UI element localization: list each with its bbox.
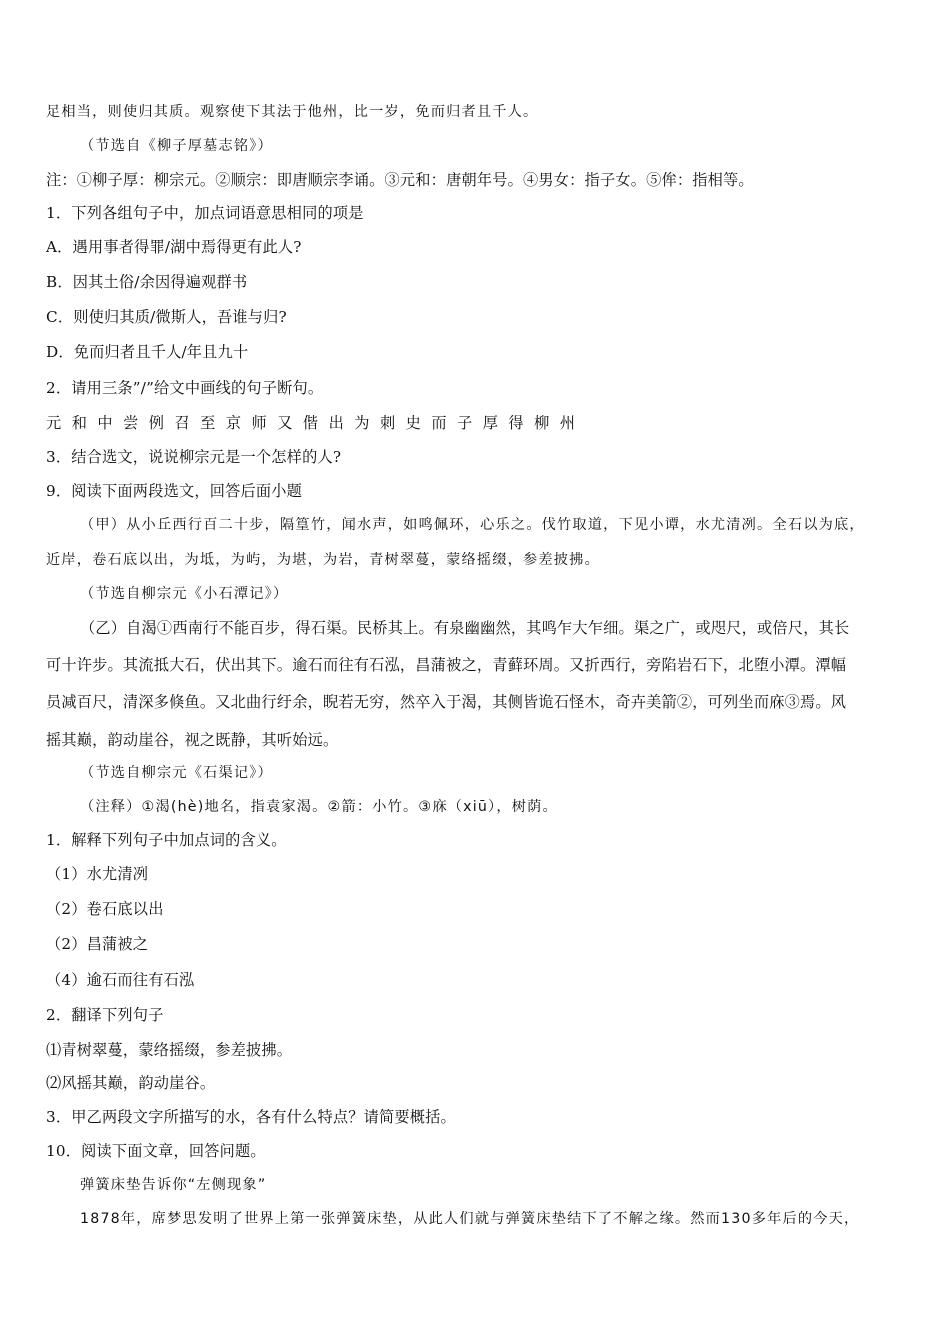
- subitem: （2）昌蒲被之: [46, 935, 149, 953]
- question-1: 1．下列各组句子中，加点词语意思相同的项是: [46, 204, 364, 222]
- article-title: 弹簧床垫告诉你“左侧现象”: [80, 1177, 267, 1193]
- subitem: ⑵风摇其巅，韵动崖谷。: [46, 1074, 216, 1092]
- option-b: B．因其土俗/余因得遍观群书: [46, 273, 248, 291]
- question-2: 2．请用三条”/”给文中画线的句子断句。: [46, 379, 324, 397]
- passage-jia-line: （甲）从小丘西行百二十步，隔篁竹，闻水声，如鸣佩环，心乐之。伐竹取道，下见小谭，水尤清冽。全石以为底，: [80, 517, 865, 533]
- question-10-heading: 10．阅读下面文章，回答问题。: [46, 1142, 266, 1160]
- subitem: （2）卷石底以出: [46, 900, 164, 918]
- question-3: 3．结合选文，说说柳宗元是一个怎样的人?: [46, 448, 342, 466]
- source-citation: （节选自柳宗元《石渠记》）: [80, 765, 273, 781]
- option-c: C．则使归其质/微斯人，吾谁与归?: [46, 308, 287, 326]
- question-9-heading: 9．阅读下面两段选文，回答后面小题: [46, 482, 303, 500]
- annotation-note: （注释）①渴(hè)地名，指袁家渴。②箭：小竹。③庥（xiū），树荫。: [80, 799, 558, 815]
- subitem: （1）水尤清冽: [46, 865, 149, 883]
- article-paragraph: 1878年，席梦思发明了世界上第一张弹簧床垫，从此人们就与弹簧床垫结下了不解之缘。然而130多年后的今天，: [80, 1211, 860, 1227]
- subitem: （4）逾石而往有石泓: [46, 971, 195, 989]
- subquestion-3: 3．甲乙两段文字所描写的水，各有什么特点？请简要概括。: [46, 1108, 456, 1126]
- passage-yi-line: 摇其巅，韵动崖谷，视之既静，其听始远。: [46, 731, 339, 749]
- option-d: D．免而归者且千人/年且九十: [46, 343, 249, 361]
- source-citation: （节选自《柳子厚墓志铭》）: [80, 138, 273, 154]
- subquestion-2: 2．翻译下列句子: [46, 1006, 164, 1024]
- option-a: A．遇用事者得罪/湖中焉得更有此人?: [46, 238, 302, 256]
- passage-yi-line: 员减百尺，清深多倏鱼。又北曲行纡余，睨若无穷，然卒入于渴，其侧皆诡石怪木，奇卉美箭②，可列坐而庥③焉。风: [46, 693, 847, 711]
- passage-jia-line: 近岸，卷石底以出，为坻，为屿，为堪，为岩，青树翠蔓，蒙络摇缀，参差披拂。: [46, 552, 600, 568]
- subquestion-1: 1．解释下列句子中加点词的含义。: [46, 831, 287, 849]
- passage-yi-line: （乙）自渴①西南行不能百步，得石渠。民桥其上。有泉幽幽然，其鸣乍大乍细。渠之广，或咫尺，或倍尺，其长: [80, 619, 850, 637]
- passage-line: 足相当，则使归其质。观察使下其法于他州，比一岁，免而归者且千人。: [46, 104, 539, 120]
- passage-yi-line: 可十许步。其流抵大石，伏出其下。逾石而往有石泓，昌蒲被之，青藓环周。又折西行，旁陷岩石下，北堕小潭。潭幅: [46, 656, 847, 674]
- annotation-note: 注：①柳子厚：柳宗元。②顺宗：即唐顺宗李诵。③元和：唐朝年号。④男女：指子女。⑤侔：指相等。: [46, 171, 754, 189]
- subitem: ⑴青树翠蔓，蒙络摇缀，参差披拂。: [46, 1041, 293, 1059]
- source-citation: （节选自柳宗元《小石潭记》）: [80, 586, 289, 602]
- sentence-to-punctuate: 元和中尝例召至京师又偕出为刺史而子厚得柳州: [46, 414, 586, 432]
